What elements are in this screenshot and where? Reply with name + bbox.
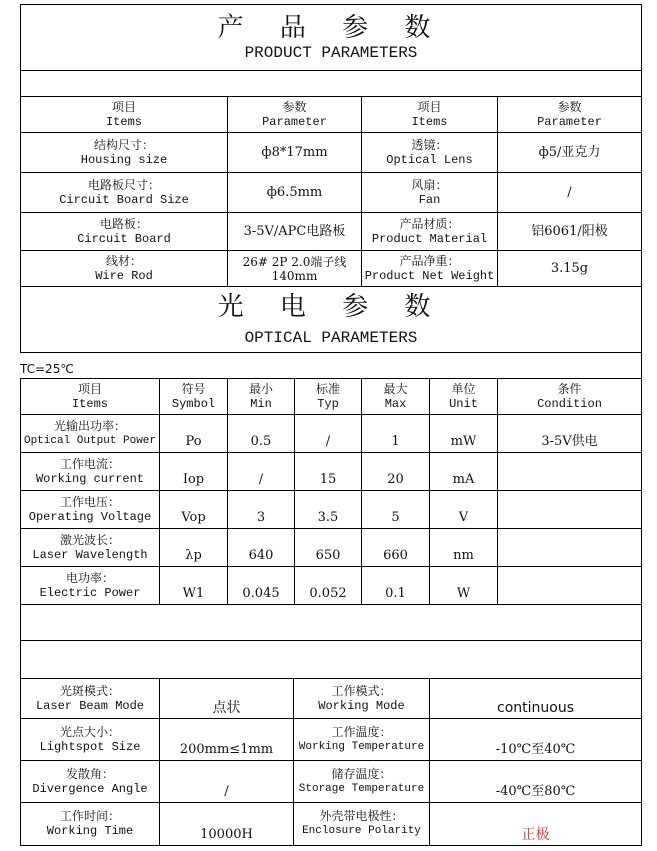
- optical-min: /: [228, 453, 295, 490]
- product-title-cell: [21, 5, 641, 70]
- optical-header-row: [20, 378, 642, 414]
- product-value: ф8*17mm: [228, 133, 362, 172]
- misc-value: 10000H: [160, 803, 294, 845]
- optical-max: 0.1: [362, 567, 430, 604]
- product-row: [20, 172, 642, 212]
- misc-label: 储存温度： Storage Temperature: [294, 761, 430, 802]
- misc-label: 工作时间： Working Time: [21, 803, 160, 845]
- product-label: 结构尺寸： Housing size: [21, 133, 228, 172]
- header-min: 最小 Min: [228, 379, 295, 414]
- product-value: ф6.5mm: [228, 173, 362, 212]
- optical-item: 光输出功率： Optical Output Power: [21, 415, 160, 452]
- optical-max: 660: [362, 529, 430, 566]
- tc-row: [20, 352, 642, 378]
- misc-value: -40℃至80℃: [495, 784, 576, 799]
- product-label: 线材： Wire Rod: [21, 251, 228, 286]
- optical-item: 激光波长： Laser Wavelength: [21, 529, 160, 566]
- optical-min: 0.5: [228, 415, 295, 452]
- optical-unit: mA: [430, 453, 498, 490]
- optical-max: 1: [362, 415, 430, 452]
- product-row: [20, 132, 642, 172]
- product-title-row: [20, 4, 642, 70]
- polarity-value: 正极: [521, 827, 550, 843]
- optical-row: [20, 566, 642, 604]
- product-label: 产品净重： Product Net Weight: [362, 251, 498, 286]
- optical-title-cell: [21, 287, 641, 352]
- header-typ: 标准 Typ: [295, 379, 362, 414]
- optical-typ: 3.5: [295, 491, 362, 528]
- optical-symbol: Iop: [160, 453, 228, 490]
- optical-min: 3: [228, 491, 295, 528]
- product-label: 电路板尺寸： Circuit Board Size: [21, 173, 228, 212]
- header-max: 最大 Max: [362, 379, 430, 414]
- optical-unit: V: [430, 491, 498, 528]
- spacer-row: [20, 70, 642, 96]
- optical-row: [20, 414, 642, 452]
- optical-symbol: λp: [160, 529, 228, 566]
- optical-item: 电功率： Electric Power: [21, 567, 160, 604]
- product-label: 风扇： Fan: [362, 173, 498, 212]
- product-label: 产品材质： Product Material: [362, 213, 498, 250]
- product-header-row: [20, 96, 642, 132]
- header-param-right: 参数 Parameter: [537, 99, 602, 129]
- misc-value: continuous: [497, 700, 574, 716]
- product-value: 3.15g: [550, 260, 589, 276]
- header-items-left: 项目 Items: [21, 97, 228, 132]
- product-row: [20, 250, 642, 286]
- optical-symbol: Po: [160, 415, 228, 452]
- optical-symbol: W1: [160, 567, 228, 604]
- misc-row: [20, 678, 642, 718]
- header-symbol: 符号 Symbol: [160, 379, 228, 414]
- product-value: 铝6061/阳极: [531, 223, 608, 239]
- product-title-en: PRODUCT PARAMETERS: [244, 43, 418, 62]
- product-title-zh: 产 品 参 数: [217, 12, 445, 43]
- optical-condition: [498, 453, 641, 490]
- optical-condition: 3-5V供电: [541, 434, 598, 449]
- optical-max: 5: [362, 491, 430, 528]
- product-label: 电路板： Circuit Board: [21, 213, 228, 250]
- optical-min: 0.045: [228, 567, 295, 604]
- tc-label: TC=25℃: [20, 362, 74, 376]
- optical-typ: 15: [295, 453, 362, 490]
- optical-item: 工作电压： Operating Voltage: [21, 491, 160, 528]
- misc-value: /: [160, 761, 294, 802]
- optical-row: [20, 452, 642, 490]
- misc-label: 光点大小： Lightspot Size: [21, 719, 160, 760]
- product-row: [20, 212, 642, 250]
- header-items-right: 项目 Items: [362, 97, 498, 132]
- optical-typ: 0.052: [295, 567, 362, 604]
- misc-value: 点状: [160, 679, 294, 718]
- misc-value: -10℃至40℃: [495, 742, 576, 757]
- optical-unit: mW: [430, 415, 498, 452]
- optical-row: [20, 490, 642, 528]
- header-condition: 条件 Condition: [537, 381, 602, 411]
- product-value: 3-5V/APC电路板: [228, 213, 362, 250]
- blank-row: [20, 604, 642, 640]
- header-param-left: 参数 Parameter: [228, 97, 362, 132]
- misc-row: [20, 760, 642, 802]
- blank-row: [20, 640, 642, 678]
- optical-condition: [498, 567, 641, 604]
- header-unit: 单位 Unit: [430, 379, 498, 414]
- optical-typ: /: [295, 415, 362, 452]
- misc-value: [430, 803, 641, 845]
- misc-label: 工作温度： Working Temperature: [294, 719, 430, 760]
- misc-row: [20, 718, 642, 760]
- optical-item: 工作电流： Working current: [21, 453, 160, 490]
- optical-unit: W: [430, 567, 498, 604]
- product-label: 透镜： Optical Lens: [362, 133, 498, 172]
- optical-condition: [498, 491, 641, 528]
- product-value: /: [567, 184, 572, 200]
- optical-unit: nm: [430, 529, 498, 566]
- misc-label: 工作模式： Working Mode: [294, 679, 430, 718]
- header-items: 项目 Items: [21, 379, 160, 414]
- optical-max: 20: [362, 453, 430, 490]
- optical-title-en: OPTICAL PARAMETERS: [244, 328, 418, 347]
- optical-condition: [498, 529, 641, 566]
- misc-label: 外壳带电极性： Enclosure Polarity: [294, 803, 430, 845]
- misc-label: 光斑模式： Laser Beam Mode: [21, 679, 160, 718]
- spec-sheet: [20, 4, 642, 846]
- product-value: ф5/亚克力: [538, 144, 601, 160]
- optical-typ: 650: [295, 529, 362, 566]
- misc-row: [20, 802, 642, 846]
- misc-label: 发散角： Divergence Angle: [21, 761, 160, 802]
- optical-symbol: Vop: [160, 491, 228, 528]
- misc-value: 200mm≤1mm: [160, 719, 294, 760]
- optical-title-zh: 光 电 参 数: [217, 291, 445, 322]
- optical-row: [20, 528, 642, 566]
- optical-title-row: [20, 286, 642, 352]
- optical-min: 640: [228, 529, 295, 566]
- product-value: 26# 2P 2.0端子线 140mm: [228, 251, 362, 286]
